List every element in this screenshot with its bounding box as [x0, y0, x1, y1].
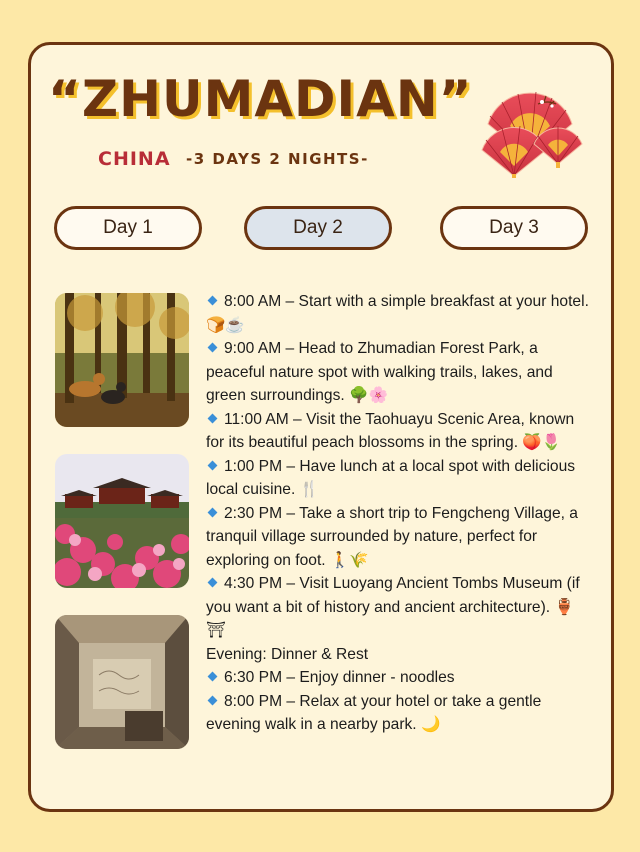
itinerary-list [206, 290, 592, 737]
itinerary-item: 4:30 PM – Visit Luoyang Ancient Tombs Museum (if you want a bit of history and ancient architecture). 🏺⛩ [206, 575, 580, 639]
tab-day-3[interactable]: Day 3 [440, 206, 588, 250]
paper-fans-icon [478, 82, 586, 178]
diamond-bullet-icon [208, 296, 218, 306]
diamond-bullet-icon [208, 413, 218, 423]
diamond-bullet-icon [208, 507, 218, 517]
itinerary-item: 8:00 PM – Relax at your hotel or take a gentle evening walk in a nearby park. 🌙 [206, 692, 542, 733]
ancient-tomb-interior-photo [55, 615, 189, 749]
diamond-bullet-icon [208, 578, 218, 588]
diamond-bullet-icon [208, 460, 218, 470]
diamond-bullet-icon [208, 695, 218, 705]
itinerary-item: 11:00 AM – Visit the Taohuayu Scenic Area, known for its beautiful peach blossoms in the spring. 🍑🌷 [206, 410, 575, 451]
tab-day-2[interactable]: Day 2 [244, 206, 392, 250]
itinerary-section-heading: Evening: Dinner & Rest [206, 645, 369, 663]
itinerary-item: 8:00 AM – Start with a simple breakfast at your hotel. 🍞☕ [206, 293, 589, 334]
itinerary-item: 2:30 PM – Take a short trip to Fengcheng Village, a tranquil village surrounded by nature, perfect for exploring on foot. 🚶🌾 [206, 504, 578, 569]
itinerary-item: 1:00 PM – Have lunch at a local spot with delicious local cuisine. 🍴 [206, 457, 576, 498]
forest-park-dogs-photo [55, 293, 189, 427]
pagoda-peach-blossom-photo [55, 454, 189, 588]
diamond-bullet-icon [208, 343, 218, 353]
itinerary-item: 9:00 AM – Head to Zhumadian Forest Park, a peaceful nature spot with walking trails, lakes, and green surroundings. 🌳🌸 [206, 340, 553, 404]
country-label: CHINA [98, 148, 171, 170]
diamond-bullet-icon [208, 672, 218, 682]
itinerary-item: 6:30 PM – Enjoy dinner - noodles [206, 666, 592, 690]
duration-label: -3 DAYS 2 NIGHTS- [186, 150, 369, 168]
tab-day-1[interactable]: Day 1 [54, 206, 202, 250]
page-title: “ZHUMADIAN” [48, 70, 473, 128]
